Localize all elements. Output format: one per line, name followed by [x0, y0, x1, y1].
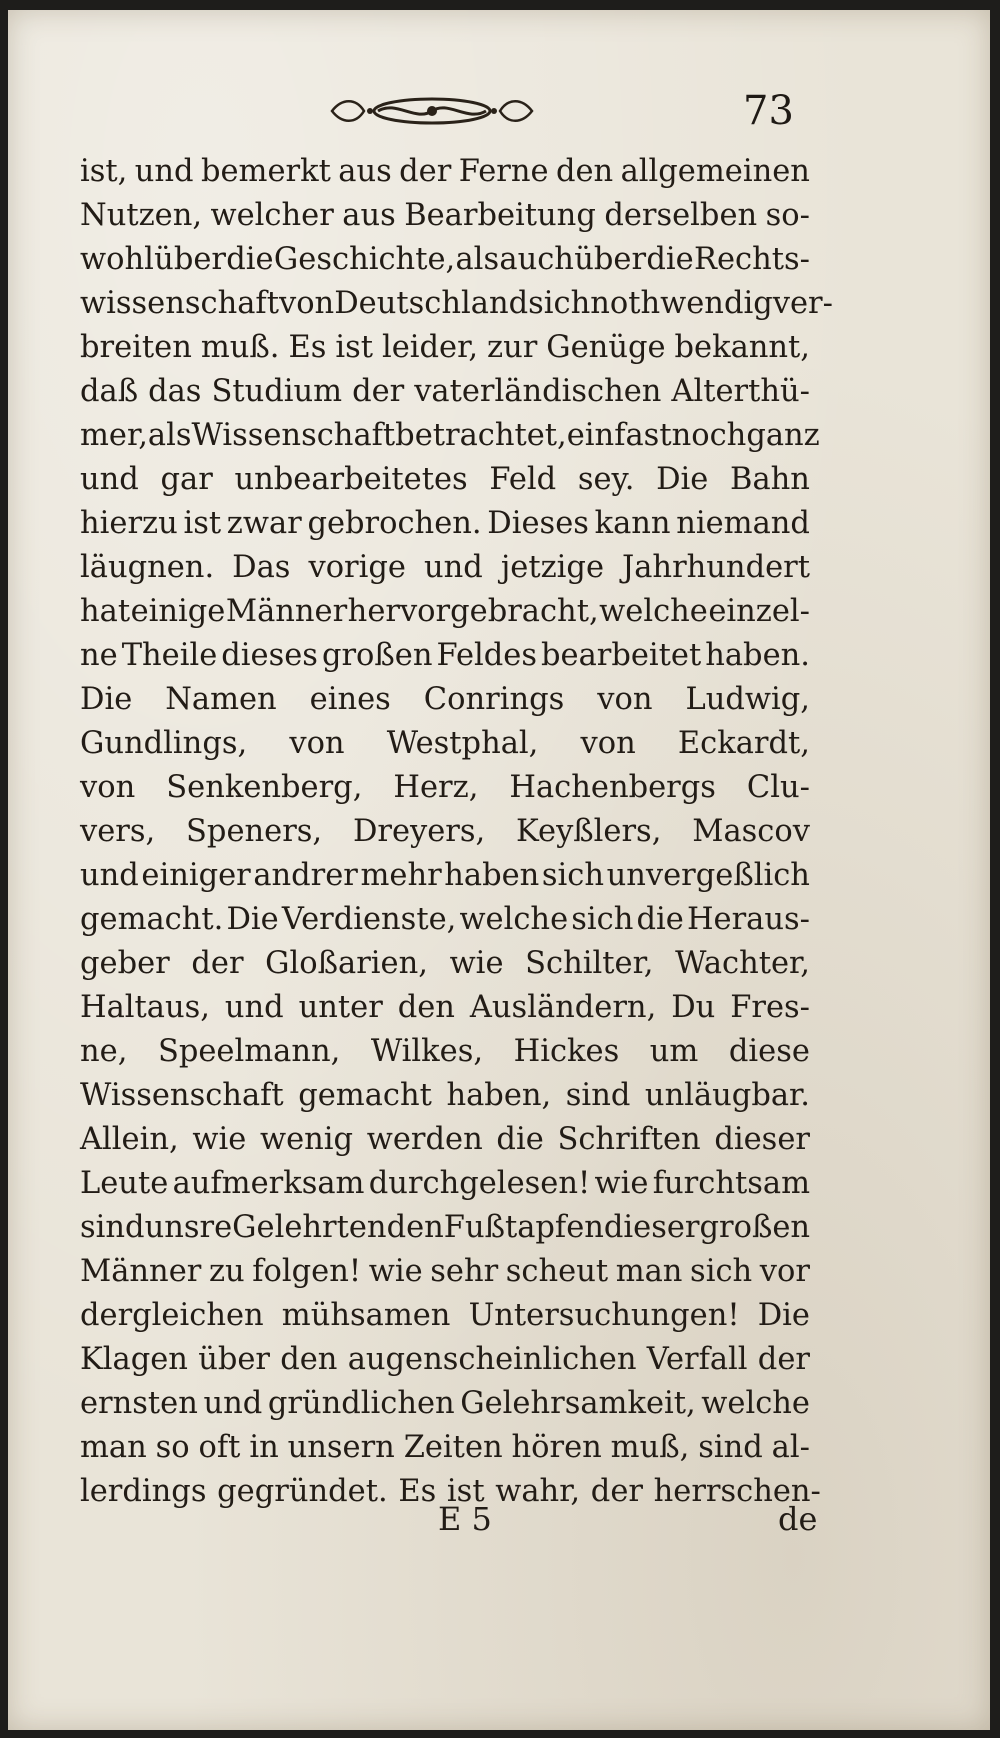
word: Es [398, 1474, 437, 1509]
word: Gundlings, [80, 726, 248, 761]
word: Leute [80, 1166, 169, 1201]
text-line [80, 854, 810, 898]
text-line [80, 1250, 810, 1294]
word: der [757, 1342, 810, 1377]
text-line [80, 414, 820, 458]
word: vers, [80, 814, 156, 849]
word: Herz, [393, 770, 479, 805]
word: Clu- [746, 770, 810, 805]
word: zwar [226, 506, 302, 541]
word: hierzu [80, 506, 178, 541]
word: aus [338, 154, 392, 189]
word: gemacht. [80, 902, 224, 937]
word: Allein, [80, 1122, 179, 1157]
word: herrschen- [653, 1474, 821, 1509]
word: Mascov [692, 814, 810, 849]
word: derselben [604, 198, 758, 233]
word: in [249, 1430, 279, 1465]
text-line [80, 898, 810, 942]
word: bemerkt [200, 154, 331, 189]
text-line [80, 1118, 810, 1162]
word: betrachtet, [395, 418, 567, 453]
word: aus [342, 198, 396, 233]
word: sich [571, 902, 634, 937]
word: der [191, 946, 244, 981]
word: sind [698, 1430, 763, 1465]
word: so [155, 1430, 190, 1465]
word: großen [699, 1210, 811, 1245]
text-line [80, 1074, 810, 1118]
text-line [80, 502, 810, 546]
word: der [590, 1474, 643, 1509]
word: Wissenschaft [191, 418, 396, 453]
word: ist [335, 330, 373, 365]
word: furchtsam [652, 1166, 810, 1201]
word: Conrings [423, 682, 565, 717]
word: al- [771, 1430, 810, 1465]
word: andrer [253, 858, 358, 893]
word: zur [487, 330, 538, 365]
word: dieses [221, 638, 318, 673]
word: wissenschaft [80, 286, 279, 321]
word: Die [656, 462, 709, 497]
word: wie [449, 946, 504, 981]
word: der [352, 374, 405, 409]
text-line [80, 1426, 810, 1470]
text-line [80, 1338, 810, 1382]
word: scheut [505, 1254, 609, 1289]
text-line [80, 282, 833, 326]
word: der [399, 154, 452, 189]
word: ist [183, 506, 222, 541]
word: wie [192, 1122, 247, 1157]
word: unter [298, 990, 383, 1025]
word: eines [309, 682, 391, 717]
word: leider, [381, 330, 479, 365]
word: und [134, 154, 194, 189]
word: man [80, 1430, 147, 1465]
word: von [80, 770, 136, 805]
word: von [289, 726, 345, 761]
word: Schriften [557, 1122, 701, 1157]
word: ist [446, 1474, 485, 1509]
word: mehr [360, 858, 442, 893]
word: läugnen. [80, 550, 215, 585]
word: sey. [577, 462, 635, 497]
text-line [80, 546, 810, 590]
word: welche [459, 902, 569, 937]
word: Dreyers, [352, 814, 486, 849]
word: ein [566, 418, 615, 453]
word: Die [757, 1298, 810, 1333]
text-line [80, 326, 810, 370]
word: Ausländern, [469, 990, 657, 1025]
word: sich [690, 1254, 753, 1289]
word: unsre [144, 1210, 233, 1245]
word: Gloßarien, [265, 946, 428, 981]
word: Wissenschaft [80, 1078, 284, 1113]
word: vor [759, 1254, 810, 1289]
word: Rechts- [694, 242, 810, 277]
word: muß. [200, 330, 280, 365]
word: Schilter, [525, 946, 654, 981]
word: um [649, 1034, 699, 1069]
word: Geschichte, [273, 242, 456, 277]
word: Namen [165, 682, 277, 717]
word: bearbeitet [541, 638, 702, 673]
word: durchgelesen! [368, 1166, 591, 1201]
page-number: 73 [743, 88, 794, 134]
word: als [455, 242, 500, 277]
word: und [80, 462, 139, 497]
word: auch [499, 242, 574, 277]
word: Wachter, [675, 946, 810, 981]
word: von [580, 726, 636, 761]
word: werden [366, 1122, 483, 1157]
word: Alterthü- [671, 374, 810, 409]
word: einiger [141, 858, 251, 893]
word: Die [80, 682, 133, 717]
word: noch [671, 418, 747, 453]
word: oft [198, 1430, 241, 1465]
word: Dieses [487, 506, 589, 541]
text-line [80, 1382, 810, 1426]
word: allgemeinen [620, 154, 810, 189]
word: Heraus- [686, 902, 810, 937]
word: kann [594, 506, 671, 541]
word: sich [528, 286, 591, 321]
word: welche [599, 594, 708, 629]
word: daß [80, 374, 139, 409]
text-line [80, 458, 810, 502]
word: den [386, 1210, 444, 1245]
text-line [80, 942, 810, 986]
word: aufmerksam [172, 1166, 365, 1201]
word: dieser [714, 1122, 810, 1157]
word: Haltaus, [80, 990, 210, 1025]
word: von [597, 682, 653, 717]
word: sehr [430, 1254, 499, 1289]
word: welche [701, 1386, 810, 1421]
word: Bahn [730, 462, 810, 497]
word: Feldes [436, 638, 538, 673]
text-line [80, 766, 810, 810]
word: Das [232, 550, 291, 585]
word: Deutschland [334, 286, 529, 321]
word: wenig [259, 1122, 354, 1157]
word: Genüge [546, 330, 666, 365]
text-line [80, 634, 810, 678]
word: und [203, 1386, 263, 1421]
word: augenscheinlichen [347, 1342, 637, 1377]
text-line [80, 150, 810, 194]
word: Männer [225, 594, 348, 629]
word: Wilkes, [370, 1034, 484, 1069]
word: welcher [210, 198, 334, 233]
word: zu [208, 1254, 245, 1289]
word: wohl [80, 242, 154, 277]
text-line [80, 194, 810, 238]
word: Untersuchungen! [468, 1298, 740, 1333]
word: ist, [80, 154, 128, 189]
word: ne, [80, 1034, 128, 1069]
word: gebrochen. [307, 506, 482, 541]
word: Ludwig, [685, 682, 810, 717]
word: muß, [610, 1430, 690, 1465]
word: über [154, 242, 226, 277]
word: fast [614, 418, 672, 453]
word: den [280, 1342, 338, 1377]
word: ganz [746, 418, 820, 453]
word: Studium [211, 374, 343, 409]
word: Verdienste, [281, 902, 457, 937]
word: Gelehrsamkeit, [460, 1386, 696, 1421]
word: vorige [308, 550, 406, 585]
word: folgen! [252, 1254, 362, 1289]
word: den [555, 154, 614, 189]
word: die [646, 242, 694, 277]
word: Es [288, 330, 327, 365]
word: Speelmann, [157, 1034, 341, 1069]
word: Du [671, 990, 716, 1025]
book-page [8, 10, 990, 1730]
word: man [615, 1254, 683, 1289]
text-line [80, 678, 810, 722]
word: unvergeßlich [606, 858, 810, 893]
word: unläugbar. [644, 1078, 810, 1113]
word: und [80, 858, 139, 893]
word: wahr, [495, 1474, 581, 1509]
word: Hachenbergs [509, 770, 716, 805]
word: ver- [772, 286, 833, 321]
text-line [80, 1206, 810, 1250]
signature-mark: E 5 [438, 1500, 492, 1538]
text-line [80, 590, 810, 634]
word: von [278, 286, 335, 321]
text-line [80, 1162, 810, 1206]
word: wie [368, 1254, 423, 1289]
text-line [80, 810, 810, 854]
word: ne [80, 638, 118, 673]
word: Bearbeitung [404, 198, 596, 233]
word: bekannt, [674, 330, 810, 365]
word: dieser [603, 1210, 700, 1245]
word: breiten [80, 330, 192, 365]
word: Verfall [646, 1342, 748, 1377]
word: Speners, [186, 814, 323, 849]
word: Eckardt, [677, 726, 810, 761]
word: gar [160, 462, 213, 497]
word: diese [728, 1034, 810, 1069]
word: Ferne [458, 154, 549, 189]
word: Die [226, 902, 279, 937]
text-line [80, 986, 810, 1030]
word: Westphal, [386, 726, 539, 761]
word: gemacht [298, 1078, 432, 1113]
word: einzel- [708, 594, 810, 629]
word: sind [80, 1210, 145, 1245]
word: sich [541, 858, 605, 893]
word: sind [565, 1078, 631, 1113]
word: jetzige [500, 550, 604, 585]
word: mühsamen [281, 1298, 451, 1333]
ornament-headpiece-icon [326, 94, 538, 128]
word: Klagen [80, 1342, 188, 1377]
word: so- [765, 198, 810, 233]
word: niemand [676, 506, 810, 541]
word: mer, [80, 418, 148, 453]
word: das [148, 374, 202, 409]
word: hervorgebracht, [347, 594, 599, 629]
word: vaterländischen [414, 374, 662, 409]
text-line [80, 238, 810, 282]
word: Fußtapfen [443, 1210, 604, 1245]
text-line [80, 722, 810, 766]
word: Fres- [730, 990, 810, 1025]
word: hören [511, 1430, 602, 1465]
word: Keyßlers, [516, 814, 662, 849]
word: die [636, 902, 684, 937]
word: über [198, 1342, 270, 1377]
word: unbearbeitetes [234, 462, 468, 497]
word: geber [80, 946, 170, 981]
word: gründlichen [267, 1386, 455, 1421]
word: Jahrhundert [622, 550, 810, 585]
word: lerdings [80, 1474, 207, 1509]
word: dergleichen [80, 1298, 264, 1333]
word: nothwendig [590, 286, 773, 321]
word: hat [80, 594, 131, 629]
text-line [80, 1294, 810, 1338]
word: Nutzen, [80, 198, 203, 233]
word: Senkenberg, [166, 770, 363, 805]
word: wie [594, 1166, 649, 1201]
word: haben [444, 858, 540, 893]
word: großen [321, 638, 433, 673]
text-line [80, 1030, 810, 1074]
word: Männer [80, 1254, 202, 1289]
word: haben. [705, 638, 810, 673]
catchword: de [778, 1500, 818, 1538]
text-line [80, 370, 810, 414]
word: als [147, 418, 192, 453]
word: einige [130, 594, 226, 629]
word: über [574, 242, 647, 277]
word: die [496, 1122, 544, 1157]
word: die [226, 242, 274, 277]
word: Feld [489, 462, 557, 497]
word: den [397, 990, 455, 1025]
word: unsern [287, 1430, 395, 1465]
body-text [80, 150, 833, 1514]
word: und [224, 990, 284, 1025]
word: ernsten [80, 1386, 198, 1421]
word: Gelehrten [232, 1210, 387, 1245]
word: Theile [121, 638, 218, 673]
word: gegründet. [217, 1474, 388, 1509]
word: und [424, 550, 483, 585]
word: Hickes [513, 1034, 620, 1069]
word: Zeiten [403, 1430, 503, 1465]
word: haben, [446, 1078, 552, 1113]
